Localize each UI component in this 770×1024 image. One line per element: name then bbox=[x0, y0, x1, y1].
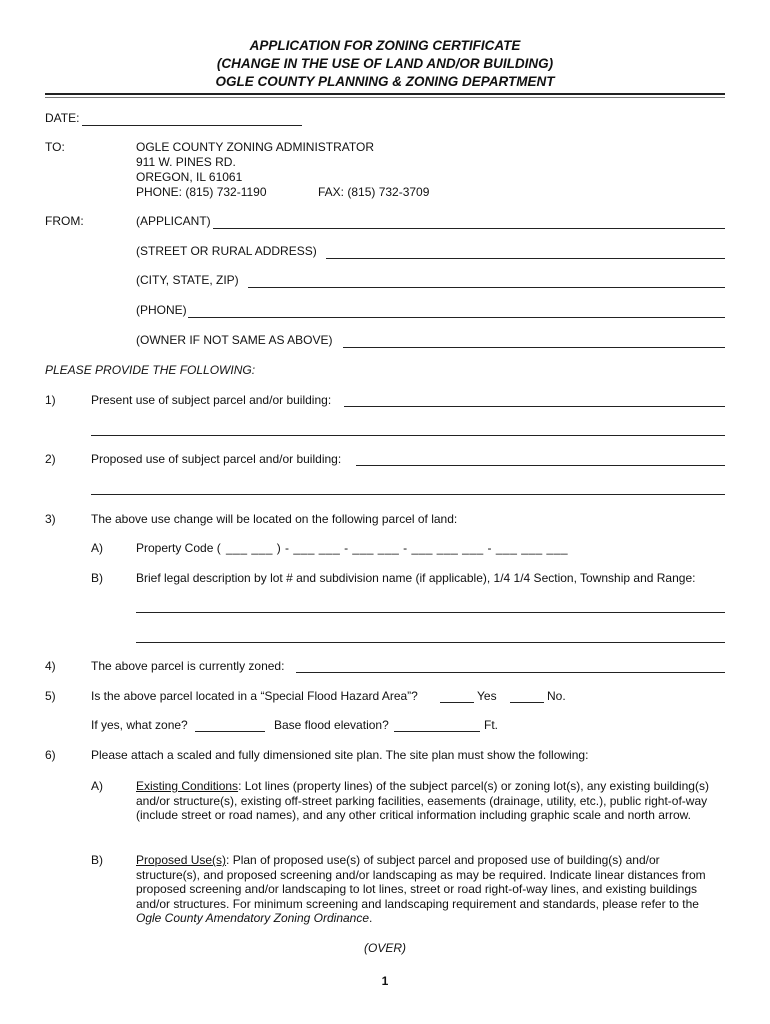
existing-conditions-title: Existing Conditions bbox=[136, 779, 239, 793]
flood-zone-field[interactable] bbox=[195, 731, 265, 732]
to-phone: PHONE: (815) 732-1190 bbox=[136, 185, 267, 199]
header-rule bbox=[45, 93, 725, 95]
item-number: 4) bbox=[45, 659, 56, 673]
header-rule-thin bbox=[45, 97, 725, 98]
to-label: TO: bbox=[45, 140, 65, 154]
existing-conditions-text: : Lot lines (property lines) of the subject parcel(s) or zoning lot(s), any existing building(s) and/or structure(s), existing off-street parking facilities, easements (drainage, utility, etc.), public right-of-way (include street or road names), and any other critical information including graphic scale and north arrow. bbox=[136, 779, 709, 822]
yes-field[interactable] bbox=[440, 702, 474, 703]
legal-description-field[interactable] bbox=[136, 612, 725, 613]
proposed-uses-title: Proposed Use(s) bbox=[136, 853, 227, 867]
property-code-label: Property Code ( bbox=[136, 541, 221, 555]
department-name: OGLE COUNTY PLANNING & ZONING DEPARTMENT bbox=[215, 74, 555, 89]
present-use-label: Present use of subject parcel and/or building: bbox=[91, 393, 332, 407]
legal-description-label: Brief legal description by lot # and subdivision name (if applicable), 1/4 1/4 Section, Township and Range: bbox=[136, 571, 696, 585]
to-line3: OREGON, IL 61061 bbox=[136, 170, 243, 184]
no-field[interactable] bbox=[510, 702, 544, 703]
item-number: 3) bbox=[45, 512, 56, 526]
item-letter: A) bbox=[91, 779, 103, 793]
proposed-uses-paragraph bbox=[136, 853, 726, 926]
phone-field[interactable] bbox=[188, 317, 725, 318]
present-use-field[interactable] bbox=[344, 406, 725, 407]
from-label: FROM: bbox=[45, 214, 84, 228]
phone-label: (PHONE) bbox=[136, 303, 187, 317]
proposed-use-field-2[interactable] bbox=[91, 494, 725, 495]
provide-heading: PLEASE PROVIDE THE FOLLOWING: bbox=[45, 363, 256, 377]
date-field[interactable] bbox=[82, 125, 302, 126]
date-label: DATE: bbox=[45, 111, 80, 125]
city-field[interactable] bbox=[248, 287, 725, 288]
site-plan-label: Please attach a scaled and fully dimensioned site plan. The site plan must show the following: bbox=[91, 748, 589, 762]
flood-zone-label: If yes, what zone? bbox=[91, 718, 188, 732]
proposed-uses-end: . bbox=[369, 911, 373, 925]
page-number: 1 bbox=[381, 974, 389, 988]
present-use-field-2[interactable] bbox=[91, 435, 725, 436]
item-letter: A) bbox=[91, 541, 103, 555]
feet-label: Ft. bbox=[484, 718, 498, 732]
form-title: APPLICATION FOR ZONING CERTIFICATE bbox=[249, 38, 521, 53]
item-number: 1) bbox=[45, 393, 56, 407]
ordinance-reference: Ogle County Amendatory Zoning Ordinance bbox=[136, 911, 370, 925]
owner-label: (OWNER IF NOT SAME AS ABOVE) bbox=[136, 333, 333, 347]
no-label: No. bbox=[547, 689, 566, 703]
item-letter: B) bbox=[91, 853, 103, 867]
legal-description-field-2[interactable] bbox=[136, 642, 725, 643]
to-line2: 911 W. PINES RD. bbox=[136, 155, 236, 169]
owner-field[interactable] bbox=[343, 347, 725, 348]
proposed-uses-text: : Plan of proposed use(s) of subject parcel and proposed use of building(s) and/or structure(s), and proposed screening and/or landscaping as may be required. Indicate linear distances from proposed screening and/or landscaping to lot lines, street or road right-of-way lines, and existing buildings and/or structures. For minimum screening and landscaping requirement and standards, please refer to the bbox=[136, 853, 706, 911]
item-number: 6) bbox=[45, 748, 56, 762]
zoning-label: The above parcel is currently zoned: bbox=[91, 659, 285, 673]
zoning-field[interactable] bbox=[296, 672, 725, 673]
flood-elevation-label: Base flood elevation? bbox=[274, 718, 389, 732]
proposed-use-field[interactable] bbox=[356, 465, 725, 466]
to-fax: FAX: (815) 732-3709 bbox=[318, 185, 430, 199]
street-field[interactable] bbox=[326, 258, 725, 259]
form-subtitle: (CHANGE IN THE USE OF LAND AND/OR BUILDING) bbox=[216, 56, 554, 71]
over-label: (OVER) bbox=[364, 941, 406, 955]
city-label: (CITY, STATE, ZIP) bbox=[136, 273, 239, 287]
property-code-field[interactable]: ___ ___ ) - ___ ___ - ___ ___ - ___ ___ ___ - ___ ___ ___ bbox=[226, 541, 569, 555]
item-number: 5) bbox=[45, 689, 56, 703]
flood-hazard-label: Is the above parcel located in a “Special Flood Hazard Area”? bbox=[91, 689, 418, 703]
item-number: 2) bbox=[45, 452, 56, 466]
yes-label: Yes bbox=[477, 689, 497, 703]
item-letter: B) bbox=[91, 571, 103, 585]
existing-conditions-paragraph bbox=[136, 779, 726, 823]
proposed-use-label: Proposed use of subject parcel and/or building: bbox=[91, 452, 342, 466]
flood-elevation-field[interactable] bbox=[394, 731, 480, 732]
applicant-field[interactable] bbox=[213, 228, 725, 229]
parcel-location-label: The above use change will be located on the following parcel of land: bbox=[91, 512, 458, 526]
applicant-label: (APPLICANT) bbox=[136, 214, 211, 228]
to-line1: OGLE COUNTY ZONING ADMINISTRATOR bbox=[136, 140, 375, 154]
street-label: (STREET OR RURAL ADDRESS) bbox=[136, 244, 317, 258]
